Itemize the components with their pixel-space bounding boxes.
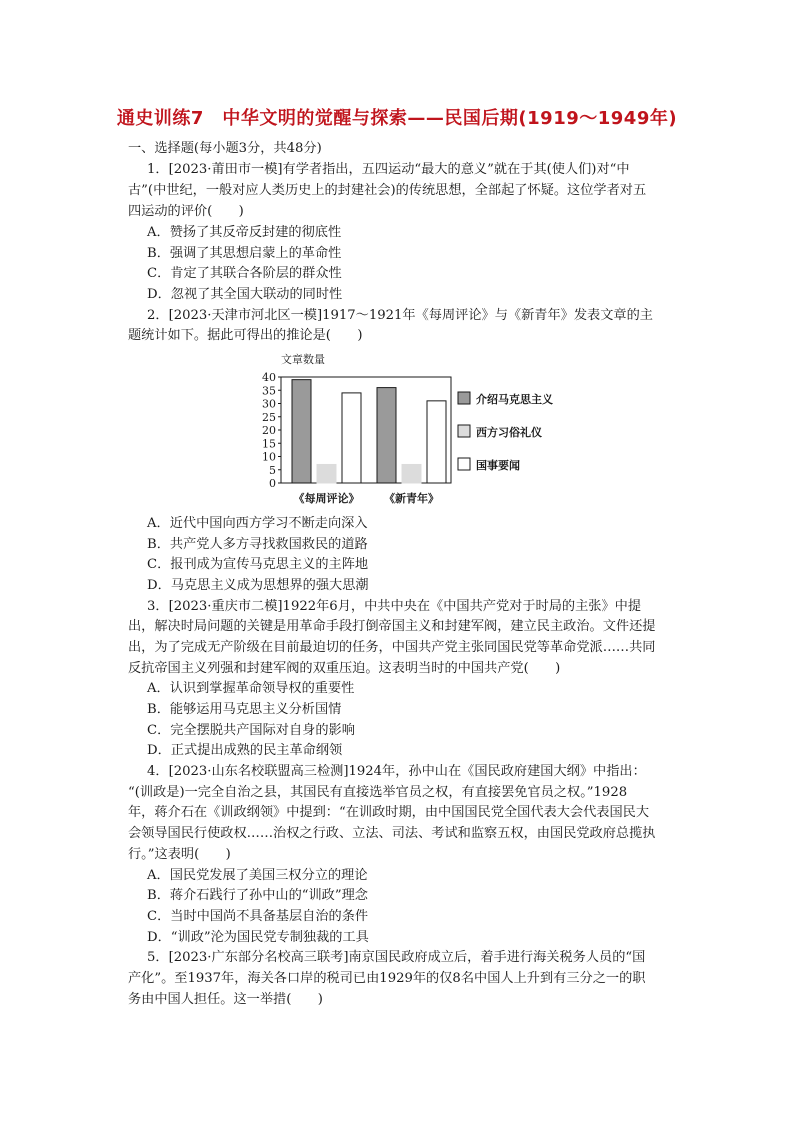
bar <box>402 464 421 483</box>
y-tick-label: 0 <box>269 477 276 490</box>
chart-ylabel: 文章数量 <box>281 353 325 366</box>
q3-line-4: 反抗帝国主义列强和封建军阀的双重压迫。这表明当时的中国共产党( ) <box>128 661 561 676</box>
x-tick-label: 《新青年》 <box>384 492 439 505</box>
legend-label: 国事要闻 <box>476 459 520 472</box>
y-tick-label: 30 <box>262 397 276 411</box>
legend-swatch <box>458 392 470 404</box>
q3-option-b: B．能够运用马克思主义分析国情 <box>147 702 342 717</box>
legend-label: 西方习俗礼仪 <box>476 426 542 439</box>
bar <box>342 393 361 483</box>
y-tick-label: 15 <box>262 437 276 451</box>
q4-line-1: 4．[2023·山东名校联盟高三检测]1924年，孙中山在《国民政府建国大纲》中指出： <box>147 764 646 779</box>
q4-option-c: C．当时中国尚不具备基层自治的条件 <box>147 909 369 924</box>
q3-line-3: 出，为了完成无产阶级在目前最迫切的任务，中国共产党主张同国民党等革命党派……共同 <box>128 640 656 655</box>
q1-option-c: C．肯定了其联合各阶层的群众性 <box>147 266 342 281</box>
q3-line-2: 出，解决时局问题的关键是用革命手段打倒帝国主义和封建军阀，建立民主政治。文件还提 <box>128 619 656 634</box>
q3-line-1: 3．[2023·重庆市二模]1922年6月，中共中央在《中国共产党对于时局的主张》中提 <box>147 599 642 614</box>
q1-line-2: 古”(中世纪，一般对应人类历史上的封建社会)的传统思想，全部起了怀疑。这位学者对五 <box>128 183 647 198</box>
section-heading: 一、选择题(每小题3分，共48分) <box>128 141 322 156</box>
bar <box>377 388 396 483</box>
y-tick-label: 35 <box>262 384 276 398</box>
q5-line-2: 产化”。至1937年，海关各口岸的税司已由1929年的仅8名中国人上升到有三分之一的职 <box>128 971 646 986</box>
q1-option-b: B．强调了其思想启蒙上的革命性 <box>147 246 342 261</box>
legend-label: 介绍马克思主义 <box>476 393 553 406</box>
q2-line-1: 2．[2023·天津市河北区一模]1917～1921年《每周评论》与《新青年》发表文章的主 <box>147 308 653 323</box>
y-tick-label: 20 <box>262 424 276 437</box>
q4-line-2: “(训政是)一完全自治之县，其国民有直接选举官员之权，有直接罢免官员之权。”1928 <box>128 785 628 800</box>
q1-line-3: 四运动的评价( ) <box>128 204 244 219</box>
q2-line-2: 题统计如下。据此可得出的推论是( ) <box>128 328 363 343</box>
q5-line-1: 5．[2023·广东部分名校高三联考]南京国民政府成立后，着手进行海关税务人员的“国 <box>147 950 646 965</box>
q3-option-a: A．认识到掌握革命领导权的重要性 <box>147 681 355 696</box>
q5-line-3: 务由中国人担任。这一举措( ) <box>128 992 323 1007</box>
x-tick-label: 《每周评论》 <box>293 492 360 505</box>
y-tick-label: 40 <box>262 371 276 384</box>
y-tick-label: 10 <box>262 450 276 464</box>
q2-option-c: C．报刊成为宣传马克思主义的主阵地 <box>147 557 369 572</box>
y-tick-label: 25 <box>262 410 276 424</box>
q4-line-3: 年，蒋介石在《训政纲领》中提到：“在训政时期，由中国国民党全国代表大会代表国民大 <box>128 805 650 820</box>
bar <box>317 464 336 483</box>
q1-option-a: A．赞扬了其反帝反封建的彻底性 <box>147 225 342 240</box>
q3-option-d: D．正式提出成熟的民主革命纲领 <box>147 743 343 758</box>
q2-option-b: B．共产党人多方寻找救国救民的道路 <box>147 537 368 552</box>
page-title: 通史训练7 中华文明的觉醒与探索——民国后期(1919～1949年) <box>116 108 678 129</box>
chart-svg <box>253 346 563 516</box>
q4-option-a: A．国民党发展了美国三权分立的理论 <box>147 868 368 883</box>
bar-chart <box>253 346 563 516</box>
bar <box>427 401 446 483</box>
legend-swatch <box>458 425 470 437</box>
q4-option-b: B．蒋介石践行了孙中山的“训政”理念 <box>147 888 368 903</box>
q2-option-d: D．马克思主义成为思想界的强大思潮 <box>147 578 369 593</box>
legend-swatch <box>458 458 470 470</box>
y-tick-label: 5 <box>269 463 276 477</box>
q3-option-c: C．完全摆脱共产国际对自身的影响 <box>147 723 355 738</box>
q1-line-1: 1．[2023·莆田市一模]有学者指出，五四运动“最大的意义”就在于其(使人们)对“中 <box>147 162 630 177</box>
q4-line-5: 行。”这表明( ) <box>128 847 231 862</box>
bar <box>292 380 311 483</box>
q1-option-d: D．忽视了其全国大联动的同时性 <box>147 287 343 302</box>
q4-option-d: D．“训政”沦为国民党专制独裁的工具 <box>147 930 369 945</box>
q2-option-a: A．近代中国向西方学习不断走向深入 <box>147 516 368 531</box>
q4-line-4: 会领导国民行使政权……治权之行政、立法、司法、考试和监察五权，由国民党政府总揽执 <box>128 826 656 841</box>
